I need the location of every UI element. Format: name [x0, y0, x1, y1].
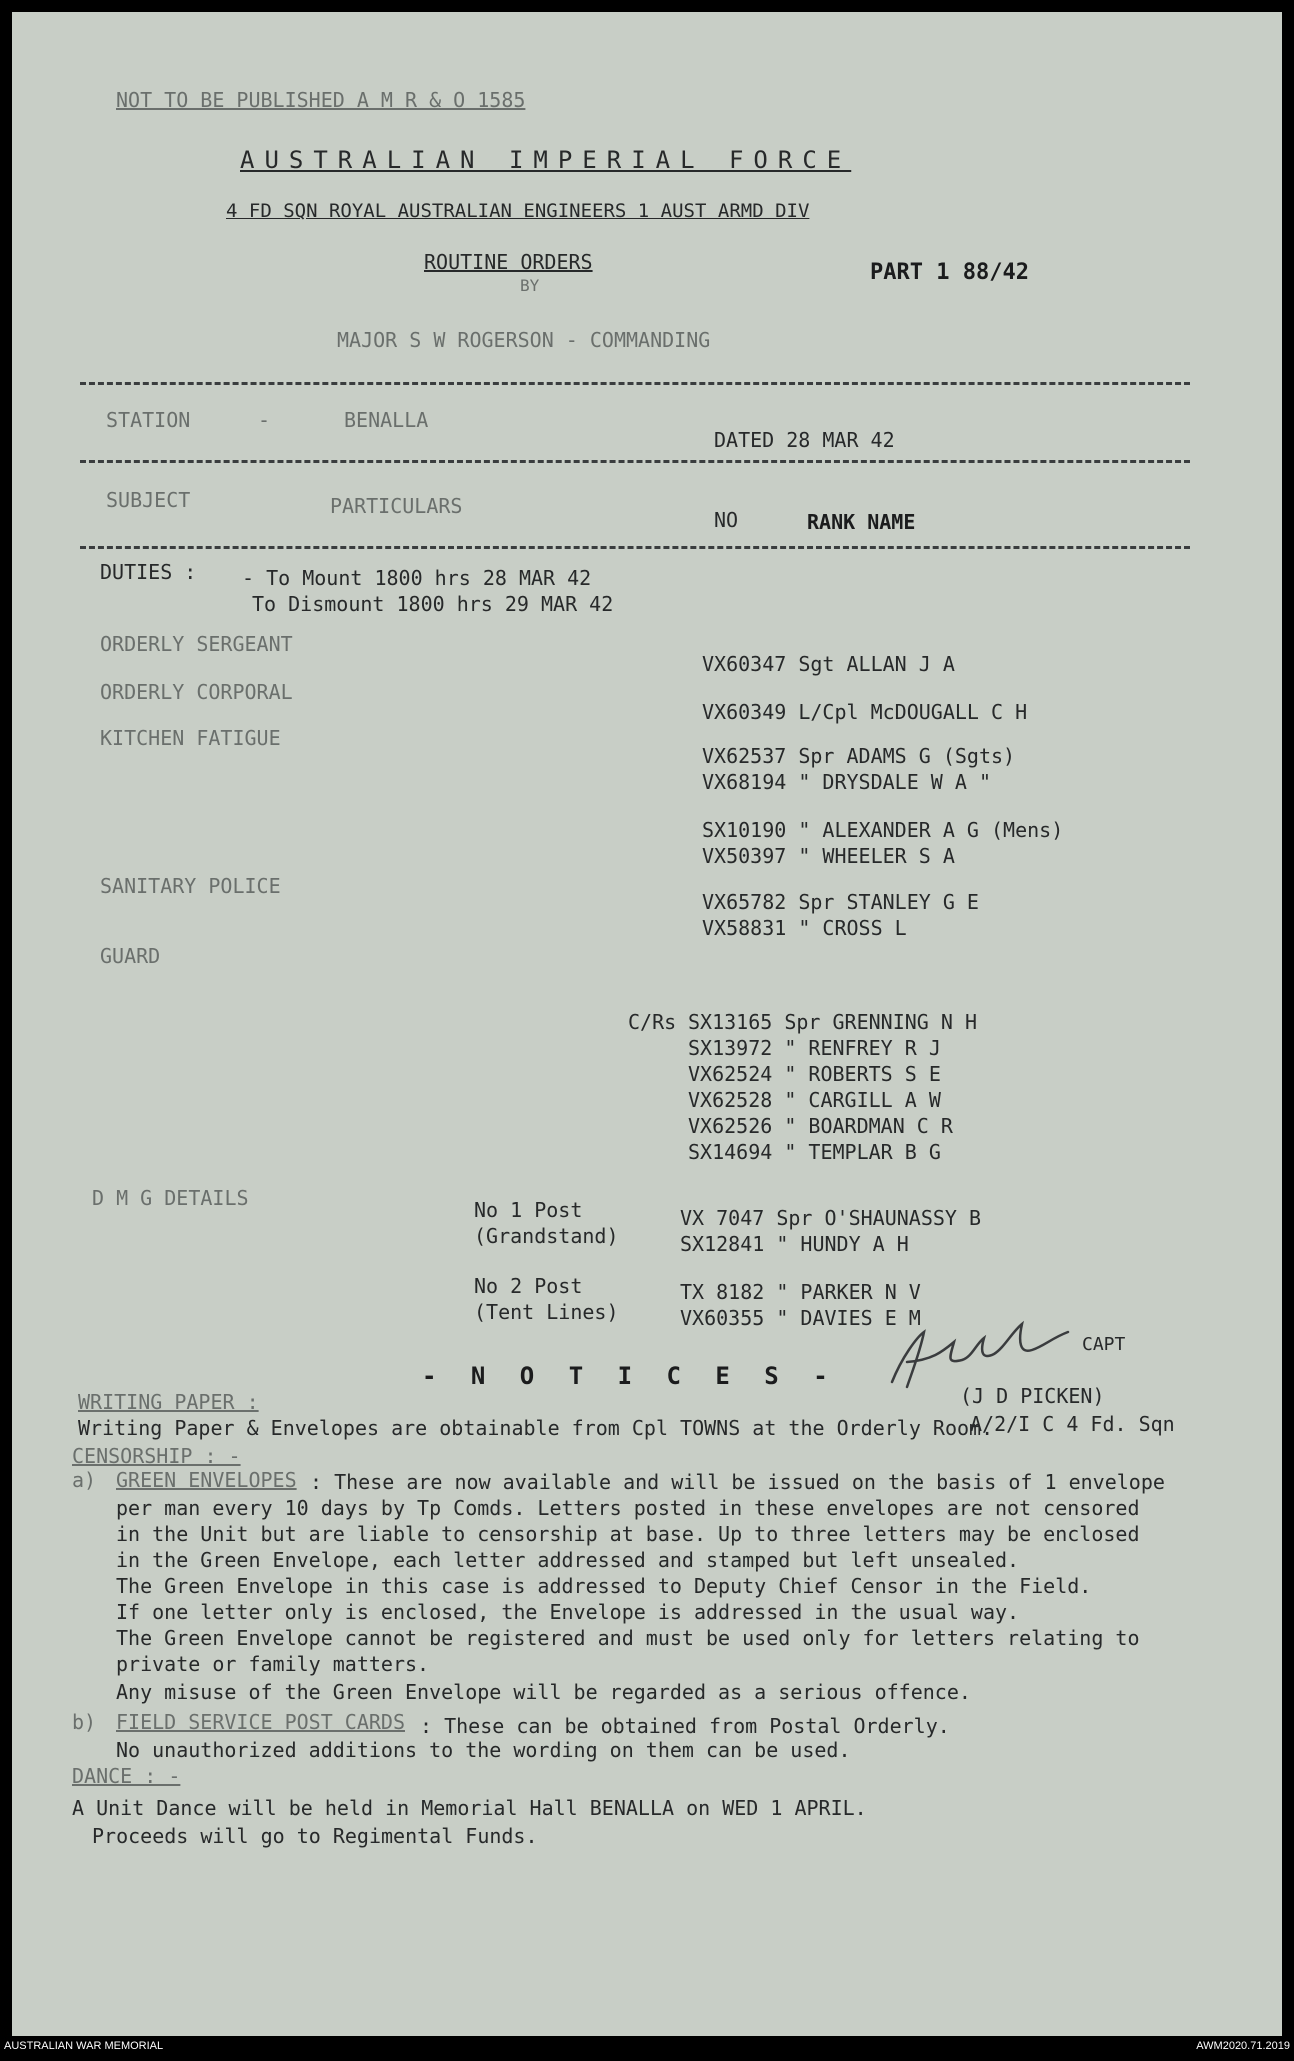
dmg-details-label: D M G DETAILS	[92, 1186, 249, 1210]
green-envelopes-line: per man every 10 days by Tp Comds. Letters posted in these envelopes are not censored	[116, 1496, 1140, 1520]
field-service-marker: b)	[72, 1710, 97, 1734]
kitchen-fatigue-label: KITCHEN FATIGUE	[100, 726, 281, 750]
orderly-sergeant-label: ORDERLY SERGEANT	[100, 632, 293, 656]
post1-label: No 1 Post	[474, 1198, 583, 1222]
post2-entry: VX60355 " DAVIES E M	[680, 1306, 921, 1330]
force-title: AUSTRALIAN IMPERIAL FORCE	[240, 146, 852, 174]
orderly-sergeant: VX60347 Sgt ALLAN J A	[702, 652, 955, 676]
divider	[80, 460, 1190, 463]
green-envelopes-line: in the Green Envelope, each letter addressed and stamped but left unsealed.	[116, 1548, 1020, 1572]
rank-name-label: RANK NAME	[807, 510, 916, 534]
duties-label: DUTIES :	[100, 560, 197, 584]
part-number: PART 1 88/42	[870, 260, 1029, 285]
guard-entry: VX62526 " BOARDMAN C R	[688, 1114, 953, 1138]
signatory-position: A/2/I C 4 Fd. Sqn	[970, 1412, 1175, 1436]
guard-entry: VX62528 " CARGILL A W	[688, 1088, 941, 1112]
divider	[80, 546, 1190, 549]
green-envelopes-line: If one letter only is enclosed, the Envelope is addressed in the usual way.	[116, 1600, 1020, 1624]
post2-entry: TX 8182 " PARKER N V	[680, 1280, 921, 1304]
duties-mount: - To Mount 1800 hrs 28 MAR 42	[242, 566, 592, 590]
station-value: BENALLA	[344, 408, 429, 432]
green-envelopes-label: GREEN ENVELOPES	[116, 1468, 297, 1492]
post2-sub: (Tent Lines)	[474, 1300, 619, 1324]
unit-title: 4 FD SQN ROYAL AUSTRALIAN ENGINEERS 1 AUST ARMD DIV	[226, 200, 810, 222]
dance-line: Proceeds will go to Regimental Funds.	[92, 1824, 538, 1848]
writing-paper-text: Writing Paper & Envelopes are obtainable from Cpl TOWNS at the Orderly Room.	[78, 1416, 994, 1440]
green-envelopes-marker: a)	[72, 1468, 97, 1492]
particulars-label: PARTICULARS	[330, 494, 463, 518]
subject-label: SUBJECT	[106, 488, 191, 512]
green-envelopes-line: The Green Envelope in this case is addressed to Deputy Chief Censor in the Field.	[116, 1574, 1092, 1598]
kitchen-entry: VX68194 " DRYSDALE W A "	[702, 770, 991, 794]
routine-orders-title: ROUTINE ORDERS	[424, 250, 593, 274]
restriction-note: NOT TO BE PUBLISHED A M R & O 1585	[116, 88, 526, 112]
green-envelopes-line: The Green Envelope cannot be registered and must be used only for letters relating to	[116, 1626, 1140, 1650]
field-service-line: : These can be obtained from Postal Orderly.	[420, 1714, 950, 1738]
guard-entry: SX14694 " TEMPLAR B G	[688, 1140, 941, 1164]
field-service-label: FIELD SERVICE POST CARDS	[116, 1710, 405, 1734]
commander: MAJOR S W ROGERSON - COMMANDING	[337, 328, 711, 352]
guard-label: GUARD	[100, 944, 161, 968]
duties-dismount: To Dismount 1800 hrs 29 MAR 42	[252, 592, 614, 616]
kitchen-entry: VX62537 Spr ADAMS G (Sgts)	[702, 744, 1016, 768]
document-page	[12, 12, 1282, 2036]
writing-paper-label: WRITING PAPER :	[78, 1390, 259, 1414]
kitchen-entry: VX50397 " WHEELER S A	[702, 844, 955, 868]
field-service-line: No unauthorized additions to the wording on them can be used.	[116, 1738, 851, 1762]
station-dash: -	[258, 408, 271, 432]
guard-entry: VX62524 " ROBERTS S E	[688, 1062, 941, 1086]
green-envelopes-line: in the Unit but are liable to censorship at base. Up to three letters may be enclosed	[116, 1522, 1140, 1546]
orderly-corporal-label: ORDERLY CORPORAL	[100, 680, 293, 704]
sanitary-entry: VX58831 " CROSS L	[702, 916, 907, 940]
guard-prefix: C/Rs	[628, 1010, 677, 1034]
guard-entry: SX13165 Spr GRENNING N H	[688, 1010, 977, 1034]
archive-credit: AUSTRALIAN WAR MEMORIAL	[4, 2040, 164, 2052]
kitchen-entry: SX10190 " ALEXANDER A G (Mens)	[702, 818, 1064, 842]
green-envelopes-line: private or family matters.	[116, 1652, 430, 1676]
no-label: NO	[714, 508, 739, 532]
orderly-corporal: VX60349 L/Cpl McDOUGALL C H	[702, 700, 1028, 724]
censorship-label: CENSORSHIP : -	[72, 1444, 241, 1468]
divider	[80, 382, 1190, 385]
sanitary-entry: VX65782 Spr STANLEY G E	[702, 890, 979, 914]
signatory-name: (J D PICKEN)	[960, 1384, 1105, 1408]
sanitary-police-label: SANITARY POLICE	[100, 874, 281, 898]
green-envelopes-line: Any misuse of the Green Envelope will be regarded as a serious offence.	[116, 1680, 971, 1704]
post2-label: No 2 Post	[474, 1274, 583, 1298]
by-label: BY	[520, 276, 540, 295]
post1-entry: SX12841 " HUNDY A H	[680, 1232, 909, 1256]
archive-id: AWM2020.71.2019	[1196, 2040, 1290, 2052]
post1-entry: VX 7047 Spr O'SHAUNASSY B	[680, 1206, 982, 1230]
station-label: STATION	[106, 408, 191, 432]
guard-entry: SX13972 " RENFREY R J	[688, 1036, 941, 1060]
signatory-rank: CAPT	[1082, 1334, 1126, 1355]
post1-sub: (Grandstand)	[474, 1224, 619, 1248]
notices-heading: - N O T I C E S -	[422, 1362, 838, 1390]
dance-label: DANCE : -	[72, 1764, 181, 1788]
dance-line: A Unit Dance will be held in Memorial Hall BENALLA on WED 1 APRIL.	[72, 1796, 867, 1820]
signature-scrawl	[872, 1302, 1092, 1397]
green-envelopes-line: : These are now available and will be issued on the basis of 1 envelope	[310, 1470, 1165, 1494]
dated: DATED 28 MAR 42	[714, 428, 895, 452]
